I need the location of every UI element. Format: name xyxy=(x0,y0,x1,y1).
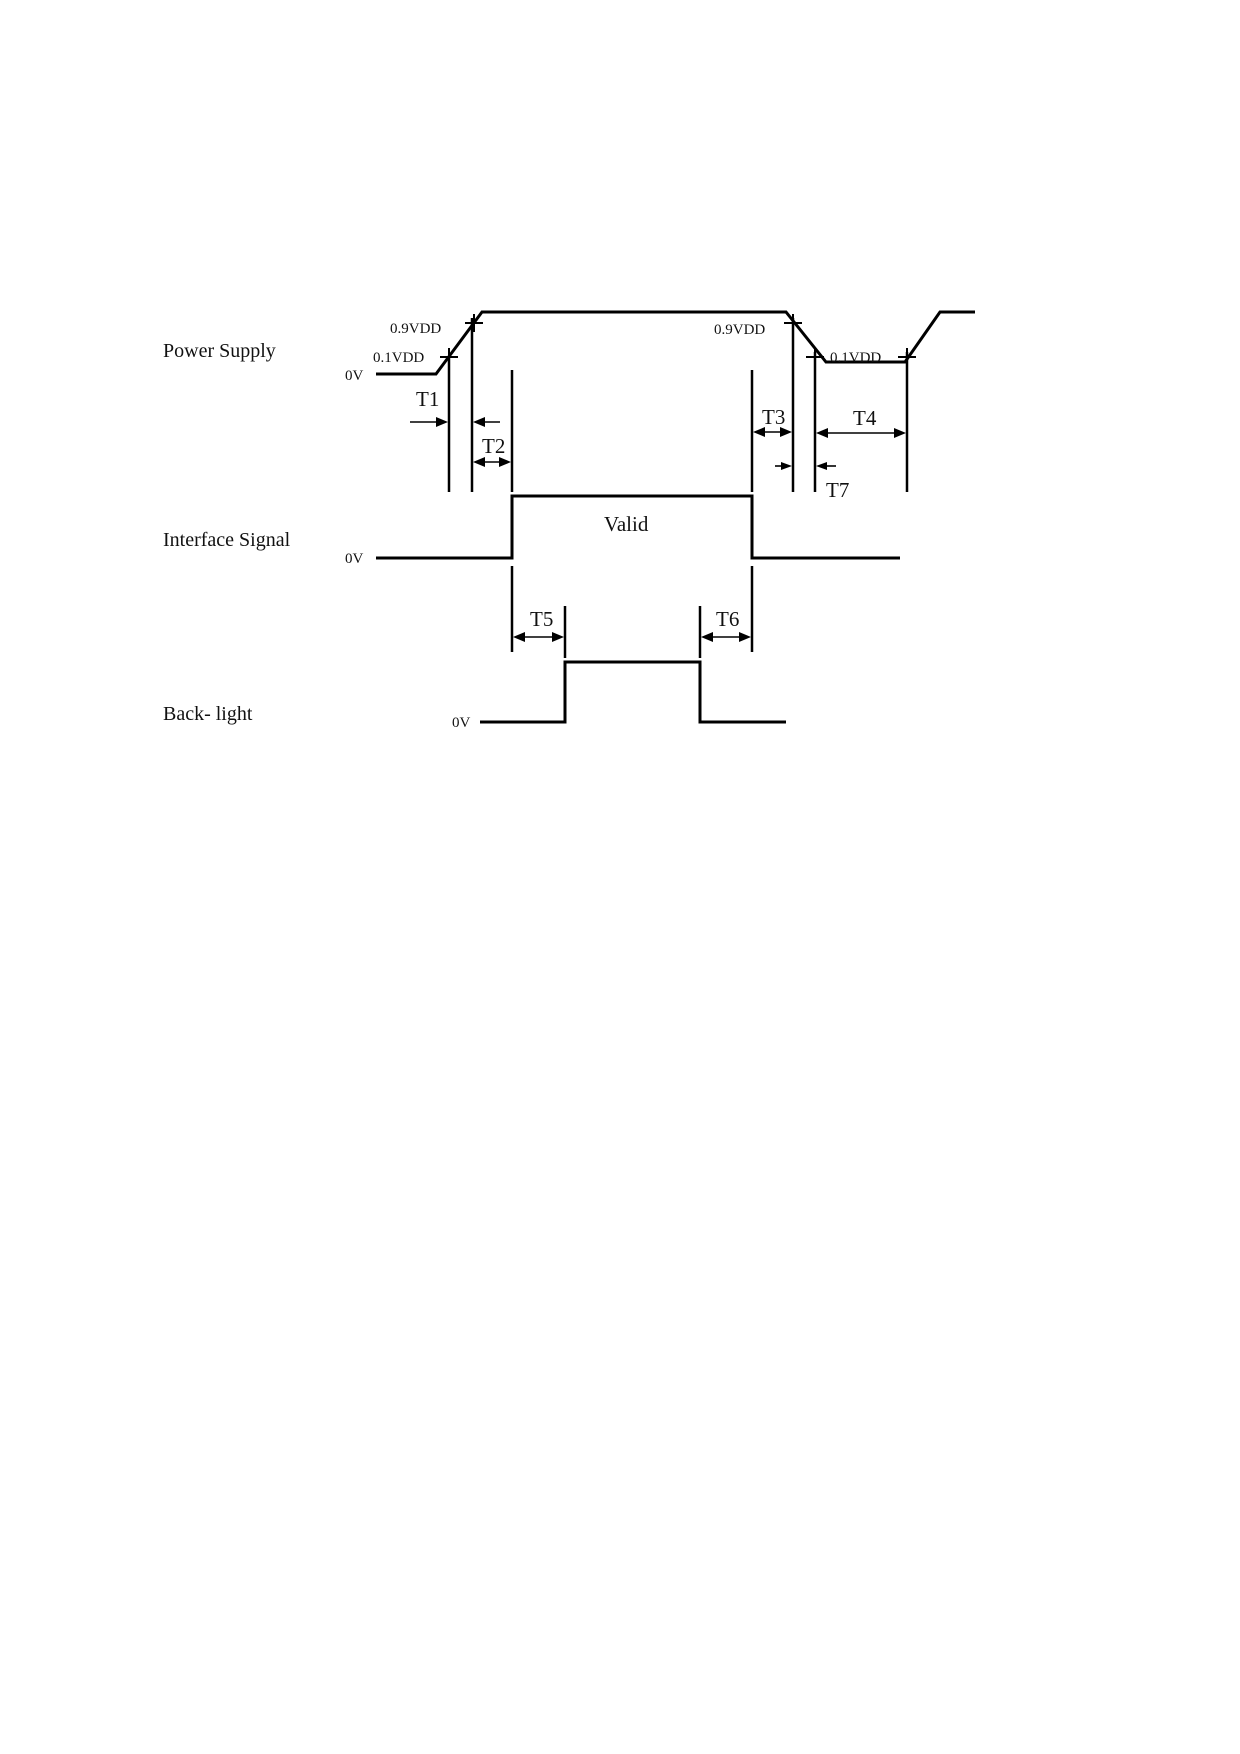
backlight-waveform xyxy=(480,662,786,722)
timing-label-t1: T1 xyxy=(416,387,440,411)
row-label-power-supply: Power Supply xyxy=(163,340,276,362)
label-0.1vdd-right: 0.1VDD xyxy=(830,350,882,366)
row-label-interface-signal: Interface Signal xyxy=(163,529,291,551)
backlight-zero-level: 0V xyxy=(452,715,471,731)
timing-label-t2: T2 xyxy=(482,434,506,458)
dimension-t1 xyxy=(410,417,500,427)
interface-signal-zero-level: 0V xyxy=(345,551,364,567)
dimension-t2 xyxy=(473,457,511,467)
label-0.9vdd-right: 0.9VDD xyxy=(714,322,766,338)
dimension-t6 xyxy=(701,632,751,642)
label-0.9vdd-left: 0.9VDD xyxy=(390,321,442,337)
interface-state-valid: Valid xyxy=(604,512,649,536)
dimension-t7 xyxy=(775,462,836,470)
timing-label-t5: T5 xyxy=(530,607,554,631)
row-label-backlight: Back- light xyxy=(163,703,253,725)
power-supply-zero-level: 0V xyxy=(345,368,364,384)
timing-label-t3: T3 xyxy=(762,405,786,429)
timing-label-t4: T4 xyxy=(853,406,877,430)
dimension-t5 xyxy=(513,632,564,642)
label-0.1vdd-left: 0.1VDD xyxy=(373,350,425,366)
timing-label-t7: T7 xyxy=(826,478,850,502)
timing-label-t6: T6 xyxy=(716,607,740,631)
power-supply-waveform xyxy=(376,312,975,374)
